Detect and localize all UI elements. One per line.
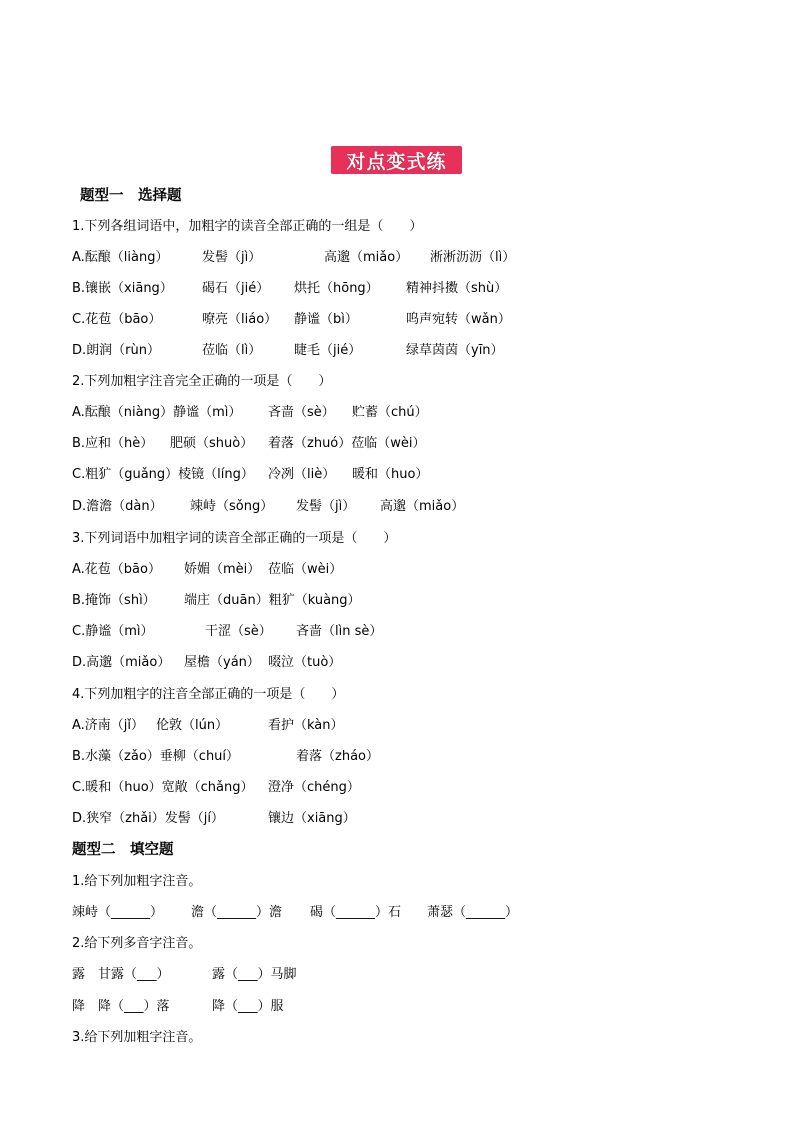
option-cell: 静谧（bì）	[294, 312, 358, 327]
option-cell: D.朗润（rùn）	[72, 343, 160, 358]
option-cell: 绿草茵茵（yīn）	[406, 343, 504, 358]
q1-stem: 1.下列各组词语中，加粗字的读音全部正确的一组是（ ）	[72, 219, 423, 234]
option-cell: B.应和（hè）	[72, 436, 154, 451]
option-cell: 嘹亮（liáo）	[202, 312, 278, 327]
option-cell: D.澹澹（dàn）	[72, 499, 163, 514]
fill-item: 萧瑟（______）	[427, 905, 519, 920]
option-cell: 冷冽（liè）	[268, 467, 336, 482]
q3-stem: 3.下列词语中加粗字词的读音全部正确的一项是（ ）	[72, 531, 397, 546]
option-cell: A.酝酿（liàng）	[72, 250, 169, 265]
option-cell: A.花苞（bāo）	[72, 562, 161, 577]
option-cell: C.暖和（huo）宽敞（chǎng）	[72, 780, 254, 795]
option-cell: 呜声宛转（wǎn）	[406, 312, 511, 327]
option-cell: 吝啬（lìn sè）	[296, 624, 383, 639]
option-cell: B.镶嵌（xiāng）	[72, 281, 173, 296]
option-cell: 端庄（duān）粗犷（kuàng）	[184, 593, 361, 608]
fill-item: 降（___）服	[212, 999, 284, 1014]
option-cell: A.济南（jǐ）	[72, 718, 145, 733]
option-cell: 莅临（lì）	[202, 343, 262, 358]
option-cell: 澄净（chéng）	[268, 780, 360, 795]
option-cell: 肥硕（shuò）	[170, 436, 254, 451]
option-cell: 竦峙（sǒng）	[190, 499, 274, 514]
option-cell: C.粗犷（guǎng）棱镜（líng）	[72, 467, 254, 482]
option-cell: D.高邈（miǎo）	[72, 655, 171, 670]
q2-stem: 2.下列加粗字注音完全正确的一项是（ ）	[72, 374, 332, 389]
fill-q2-stem: 2.给下列多音字注音。	[72, 936, 202, 951]
fill-item: 竦峙（______）	[72, 905, 164, 920]
option-cell: 烘托（hōng）	[294, 281, 379, 296]
section1-title: 题型一 选择题	[80, 188, 182, 204]
option-cell: 精神抖擞（shù）	[406, 281, 508, 296]
option-cell: 娇媚（mèi）	[184, 562, 261, 577]
option-cell: 干涩（sè）	[205, 624, 272, 639]
option-cell: 淅淅沥沥（lì）	[430, 250, 516, 265]
fill-item: 碣（______）石	[310, 905, 402, 920]
option-cell: 睫毛（jié）	[294, 343, 362, 358]
option-cell: 高邈（miǎo）	[380, 499, 465, 514]
option-cell: C.花苞（bāo）	[72, 312, 162, 327]
option-cell: C.静谧（mì）	[72, 624, 154, 639]
option-cell: 发髻（jì）	[202, 250, 262, 265]
section2-title: 题型二 填空题	[72, 842, 174, 858]
option-cell: 莅临（wèi）	[268, 562, 343, 577]
option-cell: 暖和（huo）	[352, 467, 429, 482]
option-cell: D.狭窄（zhǎi）发髻（jí）	[72, 811, 225, 826]
q4-stem: 4.下列加粗字的注音全部正确的一项是（ ）	[72, 687, 345, 702]
fill-item: 露（___）马脚	[212, 967, 297, 982]
fill-q3-stem: 3.给下列加粗字注音。	[72, 1030, 202, 1045]
option-cell: 伦敦（lún）	[156, 718, 229, 733]
option-cell: 高邈（miǎo）	[324, 250, 409, 265]
banner-text: 对点变式练	[346, 150, 447, 173]
option-cell: A.酝酿（niàng）静谧（mì）	[72, 405, 242, 420]
fill-item: 降 降（___）落	[72, 999, 170, 1014]
option-cell: 吝啬（sè）	[268, 405, 335, 420]
option-cell: 啜泣（tuò）	[268, 655, 342, 670]
fill-q1-stem: 1.给下列加粗字注音。	[72, 874, 202, 889]
fill-item: 露 甘露（___）	[72, 967, 170, 982]
option-cell: 碣石（jié）	[202, 281, 270, 296]
option-cell: 看护（kàn）	[268, 718, 344, 733]
option-cell: 镶边（xiāng）	[268, 811, 356, 826]
option-cell: 发髻（jì）	[296, 499, 356, 514]
option-cell: 着落（zháo）	[296, 749, 379, 764]
option-cell: 屋檐（yán）	[184, 655, 260, 670]
section-banner	[331, 146, 462, 174]
option-cell: B.水藻（zǎo）垂柳（chuí）	[72, 749, 240, 764]
fill-item: 澹（______）澹	[191, 905, 283, 920]
option-cell: 贮蓄（chú）	[352, 405, 428, 420]
option-cell: B.掩饰（shì）	[72, 593, 156, 608]
option-cell: 着落（zhuó）莅临（wèi）	[268, 436, 426, 451]
